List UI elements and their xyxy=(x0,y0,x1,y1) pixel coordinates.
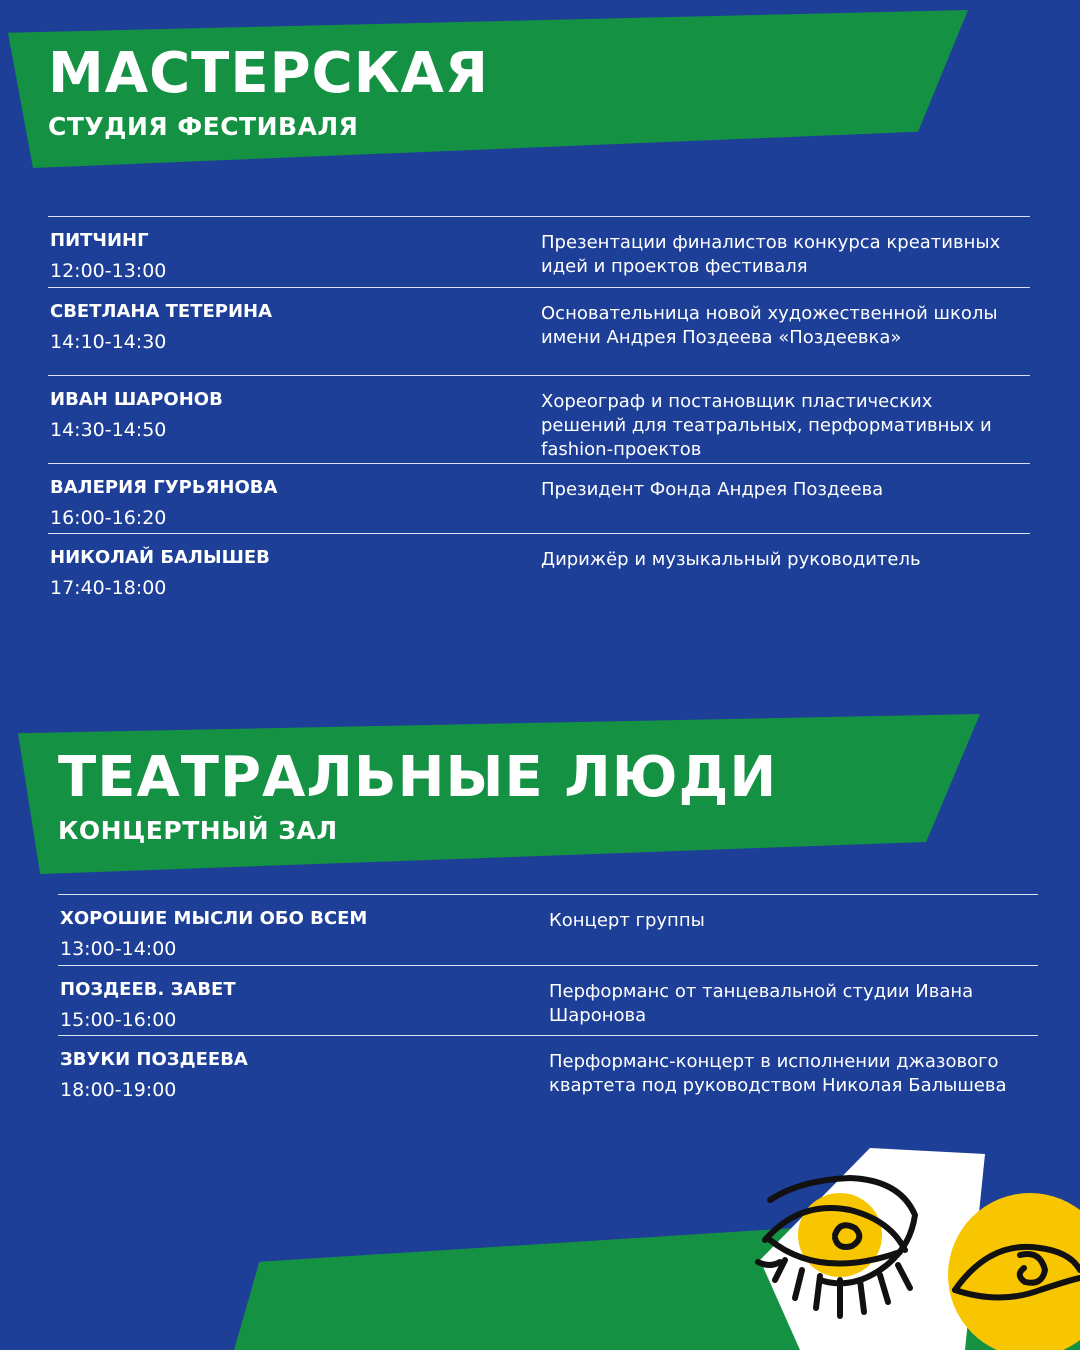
section2-subtitle: КОНЦЕРТНЫЙ ЗАЛ xyxy=(58,816,338,845)
schedule-row xyxy=(48,287,1030,375)
schedule-row xyxy=(48,216,1030,287)
section1-title: МАСТЕРСКАЯ xyxy=(48,41,489,106)
event-time: 13:00-14:00 xyxy=(60,938,177,960)
schedule-row xyxy=(48,533,1030,603)
event-name: НИКОЛАЙ БАЛЫШЕВ xyxy=(50,547,270,568)
event-name: ПОЗДЕЕВ. ЗАВЕТ xyxy=(60,979,236,1000)
event-description: Перформанс-концерт в исполнении джазового квартета под руководством Николая Балышева xyxy=(549,1051,1007,1096)
event-time: 14:10-14:30 xyxy=(50,331,167,353)
event-description: Концерт группы xyxy=(549,910,705,931)
event-time: 18:00-19:00 xyxy=(60,1079,177,1101)
schedule-row xyxy=(58,965,1038,1035)
event-name: ХОРОШИЕ МЫСЛИ ОБО ВСЕМ xyxy=(60,908,368,929)
section1-schedule xyxy=(48,216,1030,603)
event-description: Презентации финалистов конкурса креативных идей и проектов фестиваля xyxy=(541,232,1001,277)
schedule-row xyxy=(58,894,1038,965)
schedule-row xyxy=(48,463,1030,533)
event-name: ЗВУКИ ПОЗДЕЕВА xyxy=(60,1049,248,1070)
event-name: ПИТЧИНГ xyxy=(50,230,149,251)
schedule-row xyxy=(58,1035,1038,1105)
eye-decoration xyxy=(740,1140,1080,1350)
event-time: 17:40-18:00 xyxy=(50,577,167,599)
event-name: ИВАН ШАРОНОВ xyxy=(50,389,223,410)
schedule-row xyxy=(48,375,1030,463)
event-time: 14:30-14:50 xyxy=(50,419,167,441)
event-time: 12:00-13:00 xyxy=(50,260,167,282)
section2-title: ТЕАТРАЛЬНЫЕ ЛЮДИ xyxy=(58,745,778,810)
event-description: Президент Фонда Андрея Поздеева xyxy=(541,479,884,500)
event-time: 16:00-16:20 xyxy=(50,507,167,529)
event-description: Перформанс от танцевальной студии Ивана Шаронова xyxy=(549,981,974,1026)
event-name: ВАЛЕРИЯ ГУРЬЯНОВА xyxy=(50,477,278,498)
event-description: Основательница новой художественной школы имени Андрея Поздеева «Поздеевка» xyxy=(541,303,998,348)
section1-subtitle: СТУДИЯ ФЕСТИВАЛЯ xyxy=(48,112,359,141)
event-description: Хореограф и постановщик пластических решений для театральных, перформативных и fashion-проектов xyxy=(541,391,992,460)
event-time: 15:00-16:00 xyxy=(60,1009,177,1031)
event-name: СВЕТЛАНА ТЕТЕРИНА xyxy=(50,301,273,322)
event-description: Дирижёр и музыкальный руководитель xyxy=(541,549,921,570)
section2-schedule xyxy=(58,894,1038,1105)
